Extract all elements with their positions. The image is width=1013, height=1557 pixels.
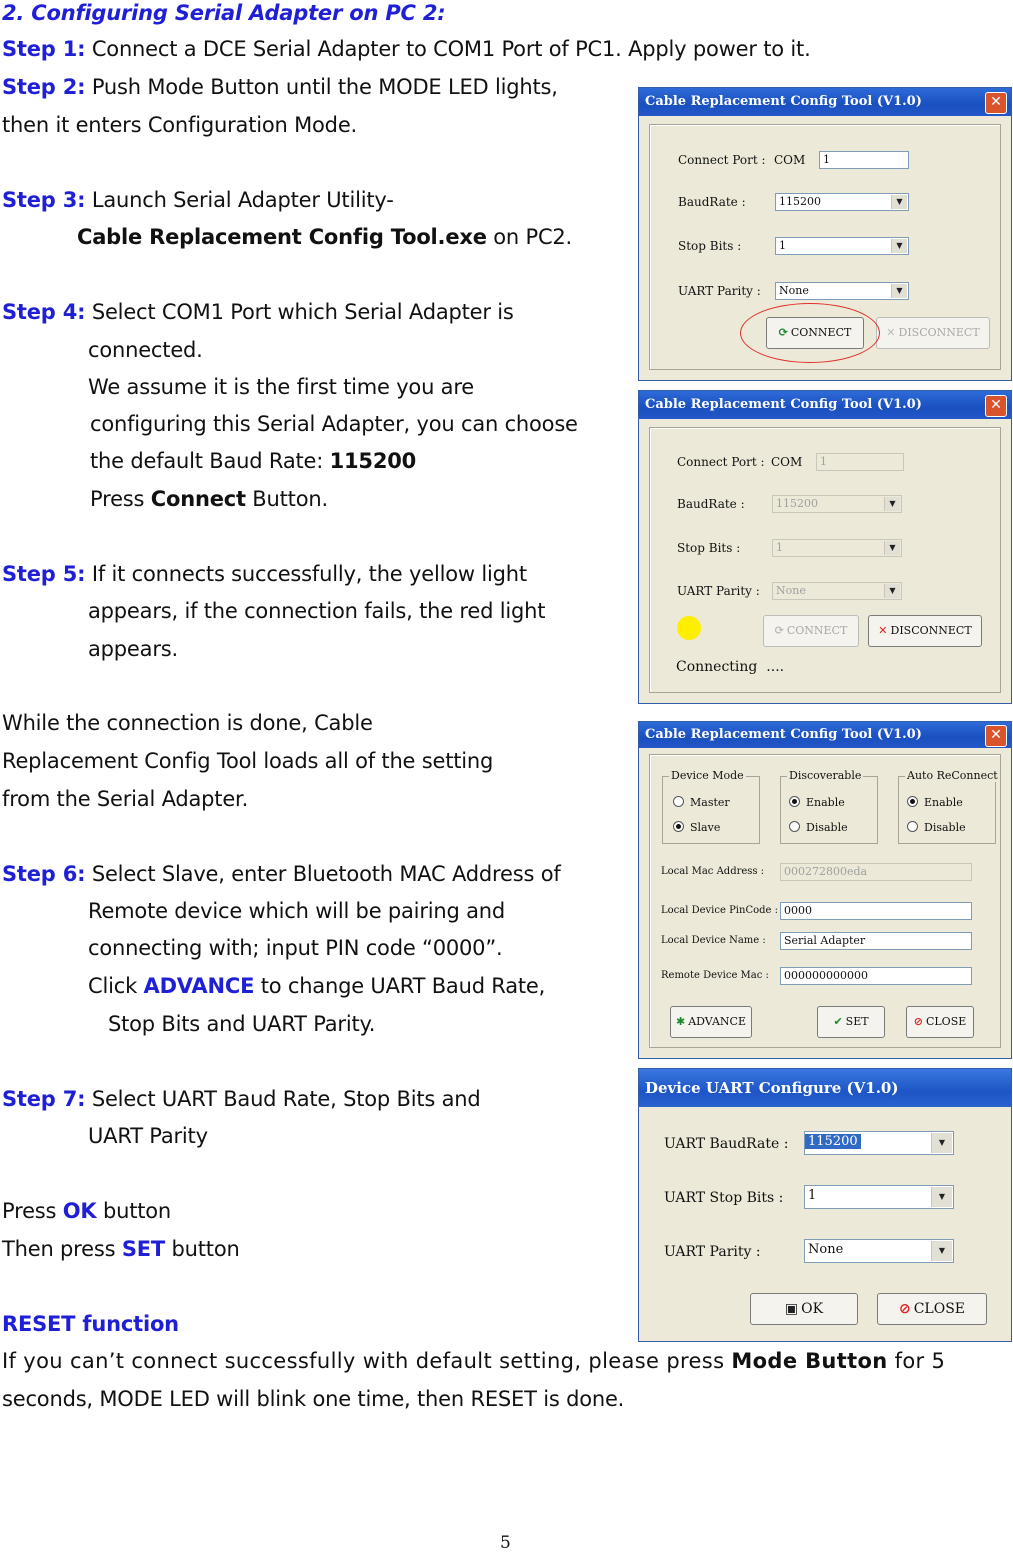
no-entry-icon: ⊘ (913, 1015, 923, 1028)
local-mac-input[interactable]: 000272800eda (780, 863, 972, 881)
radio-master[interactable]: Master (673, 796, 730, 809)
chevron-down-icon[interactable]: ▼ (891, 239, 907, 253)
pincode-label: Local Device PinCode : (661, 905, 778, 916)
disconnect-button[interactable]: ✕ DISCONNECT (868, 615, 982, 647)
save-icon: ▣ (784, 1301, 799, 1317)
loading-line2: Replacement Config Tool loads all of the setting (2, 749, 494, 773)
step-3-exe: Cable Replacement Config Tool.exe on PC2. (77, 225, 573, 249)
page-number: 5 (500, 1533, 511, 1553)
dialog-title: Cable Replacement Config Tool (V1.0) ✕ (639, 391, 1011, 419)
ok-button[interactable]: ▣ OK (750, 1293, 858, 1325)
dialog-title: Cable Replacement Config Tool (V1.0) ✕ (639, 722, 1011, 748)
step-1: Step 1: Connect a DCE Serial Adapter to COM1 Port of PC1. Apply power to it. (2, 37, 811, 61)
uart-parity-label: UART Parity : (677, 584, 760, 598)
status-light-icon (677, 616, 701, 640)
set-button[interactable]: ✔ SET (817, 1006, 885, 1038)
chevron-down-icon[interactable]: ▼ (931, 1133, 952, 1153)
x-icon: ✕ (878, 624, 888, 637)
close-icon[interactable]: ✕ (985, 725, 1007, 747)
x-icon: ✕ (886, 326, 896, 339)
close-icon[interactable]: ✕ (985, 395, 1007, 417)
uart-configure-dialog (638, 1068, 1012, 1342)
step-3-line1: Step 3: Launch Serial Adapter Utility- (2, 188, 394, 212)
person-icon: ✱ (675, 1015, 686, 1028)
uart-parity-select[interactable]: None ▼ (775, 282, 909, 300)
step-5-line3: appears. (88, 637, 178, 661)
step-7-line2: UART Parity (88, 1124, 208, 1148)
press-ok-line: Press OK button (2, 1199, 172, 1223)
config-dialog-settings (638, 721, 1012, 1059)
no-entry-icon: ⊘ (898, 1301, 911, 1317)
discoverable-group: Discoverable Enable Disable (780, 776, 878, 844)
connect-port-label: Connect Port : (677, 455, 765, 469)
highlight-circle (740, 303, 880, 363)
step-5-line2: appears, if the connection fails, the red light (88, 599, 546, 623)
com-port-input[interactable]: 1 (816, 453, 904, 471)
chevron-down-icon[interactable]: ▼ (884, 584, 900, 598)
config-dialog-connecting (638, 390, 1012, 704)
connect-port-label: Connect Port : (678, 153, 766, 167)
uart-stopbits-label: UART Stop Bits : (664, 1190, 784, 1206)
dialog-title: Device UART Configure (V1.0) (639, 1069, 1011, 1107)
step-4-line5: the default Baud Rate: 115200 (90, 449, 417, 473)
local-mac-label: Local Mac Address : (661, 866, 765, 877)
uart-parity-label: UART Parity : (664, 1244, 761, 1260)
advance-button[interactable]: ✱ ADVANCE (670, 1006, 752, 1038)
radio-autoreconnect-enable[interactable]: Enable (907, 796, 963, 809)
chevron-down-icon[interactable]: ▼ (884, 497, 900, 511)
device-name-label: Local Device Name : (661, 935, 766, 946)
uart-stopbits-select[interactable]: 1 ▼ (804, 1185, 954, 1209)
step-6-line1: Step 6: Select Slave, enter Bluetooth MAC Address of (2, 862, 561, 886)
step-4-line6: Press Connect Button. (90, 487, 328, 511)
step-2-line1: Step 2: Push Mode Button until the MODE LED lights, (2, 75, 558, 99)
reset-line2: seconds, MODE LED will blink one time, then RESET is done. (2, 1387, 625, 1411)
step-4-line2: connected. (88, 338, 203, 362)
stop-bits-label: Stop Bits : (678, 239, 742, 253)
step-6-line2: Remote device which will be pairing and (88, 899, 506, 923)
connect-button[interactable]: ⟳ CONNECT (763, 615, 859, 647)
close-button[interactable]: ⊘ CLOSE (906, 1006, 974, 1038)
step-4-line3: We assume it is the first time you are (88, 375, 475, 399)
device-mode-group: Device Mode Master Slave (662, 776, 760, 844)
uart-parity-label: UART Parity : (678, 284, 761, 298)
close-button[interactable]: ⊘ CLOSE (877, 1293, 987, 1325)
remote-mac-label: Remote Device Mac : (661, 970, 769, 981)
connect-button[interactable]: ⟳ CONNECT (766, 317, 864, 349)
chevron-down-icon[interactable]: ▼ (891, 195, 907, 209)
radio-autoreconnect-disable[interactable]: Disable (907, 821, 966, 834)
chevron-down-icon[interactable]: ▼ (931, 1187, 952, 1207)
stop-bits-select[interactable]: 1 ▼ (772, 539, 902, 557)
baudrate-select[interactable]: 115200 ▼ (772, 495, 902, 513)
refresh-icon: ⟳ (778, 326, 788, 339)
step-6-line3: connecting with; input PIN code “0000”. (88, 936, 503, 960)
radio-slave[interactable]: Slave (673, 821, 720, 834)
chevron-down-icon[interactable]: ▼ (931, 1241, 952, 1261)
connecting-status: Connecting .... (676, 659, 785, 675)
chevron-down-icon[interactable]: ▼ (891, 284, 907, 298)
chevron-down-icon[interactable]: ▼ (884, 541, 900, 555)
baudrate-label: BaudRate : (677, 497, 745, 511)
stop-bits-label: Stop Bits : (677, 541, 741, 555)
com-label: COM (771, 455, 803, 469)
step-4-line4: configuring this Serial Adapter, you can choose (90, 412, 578, 436)
radio-discoverable-enable[interactable]: Enable (789, 796, 845, 809)
step-5-line1: Step 5: If it connects successfully, the yellow light (2, 562, 527, 586)
auto-reconnect-group: Auto ReConnect Enable Disable (898, 776, 996, 844)
uart-baudrate-label: UART BaudRate : (664, 1136, 789, 1152)
press-set-line: Then press SET button (2, 1237, 240, 1261)
refresh-icon: ⟳ (774, 624, 784, 637)
device-name-input[interactable]: Serial Adapter (780, 932, 972, 950)
step-7-line1: Step 7: Select UART Baud Rate, Stop Bits and (2, 1087, 481, 1111)
stop-bits-select[interactable]: 1 ▼ (775, 237, 909, 255)
check-icon: ✔ (833, 1015, 843, 1028)
uart-parity-select[interactable]: None ▼ (772, 582, 902, 600)
step-4-line1: Step 4: Select COM1 Port which Serial Adapter is (2, 300, 514, 324)
disconnect-button[interactable]: ✕ DISCONNECT (876, 317, 990, 349)
uart-baudrate-select[interactable]: 115200 ▼ (804, 1131, 954, 1155)
remote-mac-input[interactable]: 000000000000 (780, 967, 972, 985)
com-port-input[interactable]: 1 (819, 151, 909, 169)
step-6-line4: Click ADVANCE to change UART Baud Rate, (88, 974, 546, 998)
section-heading: 2. Configuring Serial Adapter on PC 2: (2, 1, 446, 25)
close-icon[interactable]: ✕ (985, 92, 1007, 114)
step-2-line2: then it enters Configuration Mode. (2, 113, 358, 137)
baudrate-select[interactable]: 115200 ▼ (775, 193, 909, 211)
uart-parity-select[interactable]: None ▼ (804, 1239, 954, 1263)
com-label: COM (774, 153, 806, 167)
radio-discoverable-disable[interactable]: Disable (789, 821, 848, 834)
config-dialog-initial (638, 87, 1012, 381)
step-6-line5: Stop Bits and UART Parity. (108, 1012, 376, 1036)
reset-title: RESET function (2, 1312, 179, 1336)
loading-line1: While the connection is done, Cable (2, 711, 373, 735)
reset-line1: If you can’t connect successfully with default setting, please press Mode Button for 5 (2, 1349, 946, 1373)
dialog-title: Cable Replacement Config Tool (V1.0) ✕ (639, 88, 1011, 116)
baudrate-label: BaudRate : (678, 195, 746, 209)
pincode-input[interactable]: 0000 (780, 902, 972, 920)
loading-line3: from the Serial Adapter. (2, 787, 249, 811)
